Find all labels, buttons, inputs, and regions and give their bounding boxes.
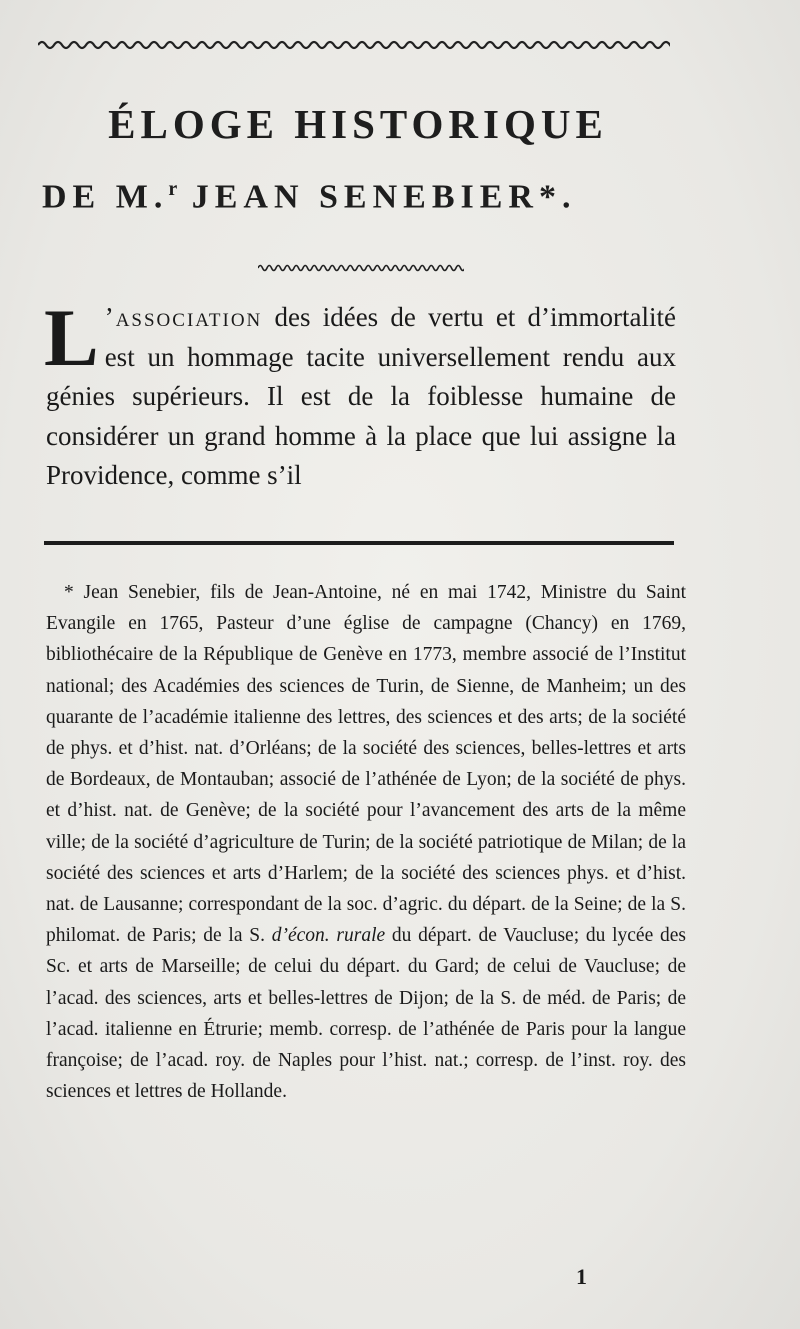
footnote-marker: *. <box>538 178 577 216</box>
footnote-divider <box>44 541 674 545</box>
footnote-italic: d’écon. rurale <box>271 925 386 947</box>
paragraph-text: des idées de vertu et d’immortalité est un hommage tacite universellement rendu aux génies supérieurs. Il est de la foiblesse humaine de considérer un grand homme à la place que lui assigne la Providence, comme s’il <box>46 302 676 490</box>
wavy-ornament-small <box>258 262 464 274</box>
footnote <box>46 577 686 1107</box>
footnote-text-part2: du départ. de Vaucluse; du lycée des Sc. et arts de Marseille; de celui du départ. du Gard; de celui de Vaucluse; de l’acad. des sciences, arts et belles-lettres de Dijon; de la S. de méd. de Paris; de l’acad. italienne en Étrurie; memb. corresp. de l’athénée de Paris pour la langue françoise; de l’acad. roy. de Naples pour l’hist. nat.; corresp. de l’inst. roy. des sciences et lettres de Hollande. <box>46 925 686 1103</box>
wavy-ornament-top <box>38 38 670 52</box>
subtitle-superscript: r <box>168 178 178 200</box>
lead-word: ’association <box>104 302 263 332</box>
subtitle-prefix: DE M. <box>42 178 169 216</box>
subtitle-name: JEAN SENEBIER <box>177 178 539 216</box>
footnote-text-part1: * Jean Senebier, fils de Jean-Antoine, né en mai 1742, Ministre du Saint Evangile en 1765, Pasteur d’une église de campagne (Chancy) en 1769, bibliothécaire de la République de Genève en 1773, membre associé de l’Institut national; des Académies des sciences de Turin, de Sienne, de Manheim; un des quarante de l’académie italienne des lettres, des sciences et des arts; de la société de phys. et d’hist. nat. d’Orléans; de la société des sciences, belles-lettres et arts de Bordeaux, de Montauban; associé de l’athénée de Lyon; de la société de phys. et d’hist. nat. de Genève; de la société pour l’avancement des arts de la même ville; de la société d’agriculture de Turin; de la société patriotique de Milan; de la société des sciences et arts d’Harlem; de la société des sciences phys. et d’hist. nat. de Lausanne; correspondant de la soc. d’agric. du départ. de la Seine; de la S. philomat. de Paris; de la S. <box>46 582 686 947</box>
page-subtitle <box>42 178 682 216</box>
drop-cap: L <box>44 292 99 383</box>
page-title: ÉLOGE HISTORIQUE <box>108 101 608 147</box>
page-number: 1 <box>576 1264 587 1289</box>
main-paragraph <box>44 292 676 496</box>
